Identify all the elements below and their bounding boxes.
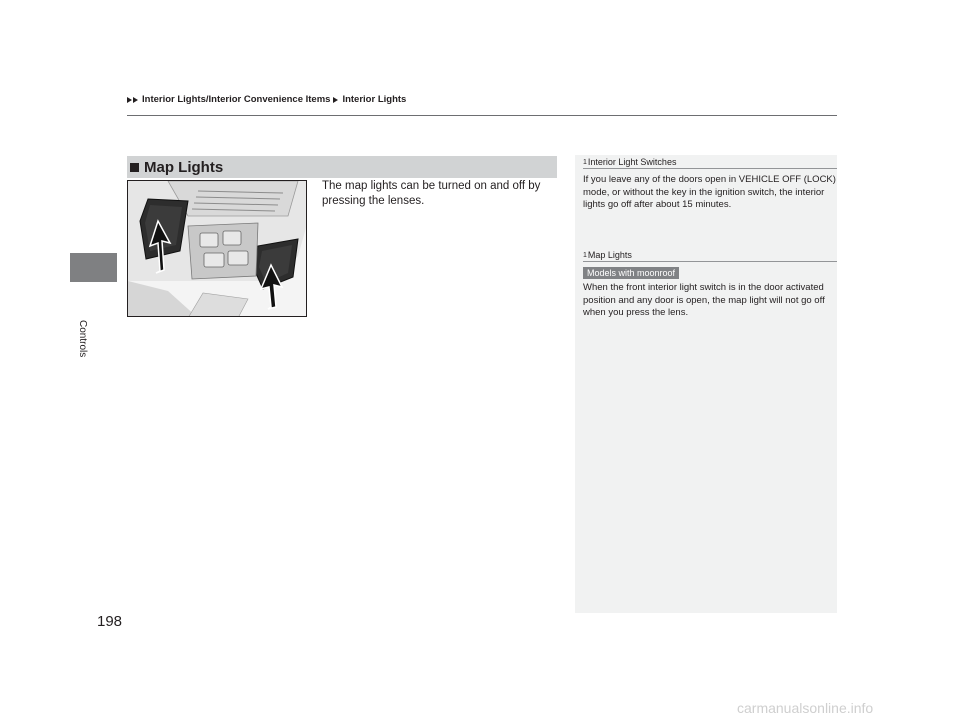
breadcrumb-item-current[interactable]: Interior Lights <box>342 94 407 105</box>
breadcrumb <box>127 94 406 105</box>
note-title[interactable]: Map Lights <box>587 250 632 260</box>
breadcrumb-item[interactable]: Interior Lights/Interior Convenience Items <box>142 94 331 105</box>
header-rule <box>127 115 837 116</box>
chapter-tab[interactable] <box>70 253 117 282</box>
section-body-text: The map lights can be turned on and off by pressing the lenses. <box>322 180 541 207</box>
note-interior-light-switches <box>583 157 837 212</box>
section-square-icon <box>130 163 139 172</box>
section-title: Map Lights <box>144 158 224 176</box>
note-map-lights <box>583 250 837 320</box>
breadcrumb-arrow-icon <box>133 97 138 103</box>
note-title[interactable]: Interior Light Switches <box>587 157 677 167</box>
page-number: 198 <box>97 613 123 630</box>
note-heading <box>583 250 837 262</box>
breadcrumb-arrow-icon <box>333 97 338 103</box>
model-badge: Models with moonroof <box>583 267 679 279</box>
map-lights-drawing <box>128 181 307 317</box>
chapter-tab-label[interactable]: Controls <box>77 320 88 358</box>
watermark: carmanualsonline.info <box>737 700 874 716</box>
notes-sidebar <box>575 155 837 613</box>
note-reference-icon: 1 <box>583 252 587 259</box>
breadcrumb-arrow-icon <box>127 97 132 103</box>
section-header <box>127 156 557 178</box>
note-text: If you leave any of the doors open in VEHICLE OFF (LOCK) mode, or without the key in the ignition switch, the interior lights go off after about 15 minutes. <box>583 174 836 210</box>
note-reference-icon: 1 <box>583 159 587 166</box>
note-heading <box>583 157 837 169</box>
map-lights-illustration <box>127 180 307 317</box>
note-text: When the front interior light switch is in the door activated position and any door is open, the map light will not go off when you press the lens. <box>583 282 825 318</box>
